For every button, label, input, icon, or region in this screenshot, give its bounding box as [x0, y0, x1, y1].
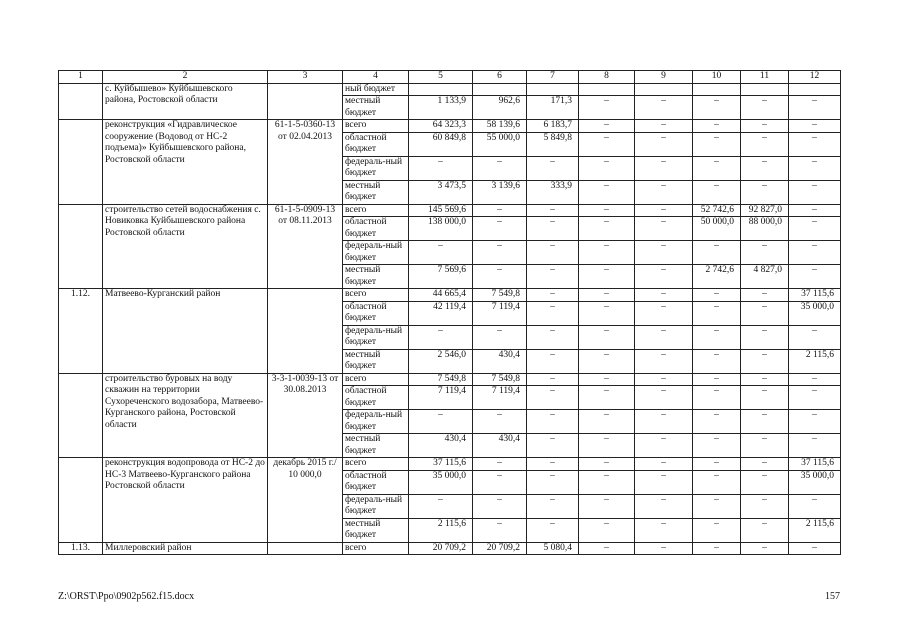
amount-cell: – — [527, 434, 579, 458]
project-code: 3-3-1-0039-13 от 30.08.2013 — [268, 373, 343, 458]
amount-cell: – — [579, 434, 635, 458]
funding-source: местный бюджет — [343, 180, 409, 204]
amount-cell: – — [527, 518, 579, 542]
amount-cell: – — [635, 132, 693, 156]
amount-cell: – — [635, 458, 693, 471]
object-name: Миллеровский район — [103, 542, 268, 555]
amount-cell: 3 139,6 — [473, 180, 527, 204]
amount-cell: 37 115,6 — [409, 458, 473, 471]
amount-cell: – — [789, 180, 841, 204]
amount-cell: – — [693, 458, 741, 471]
amount-cell: – — [635, 325, 693, 349]
amount-cell: – — [741, 241, 789, 265]
object-name: реконструкция «Гидравлическое сооружение (Водовод от НС-2 подъема)» Куйбышевского района, Ростовской области — [103, 120, 268, 205]
amount-cell: – — [473, 241, 527, 265]
funding-source: местный бюджет — [343, 518, 409, 542]
amount-cell: 7 119,4 — [409, 386, 473, 410]
amount-cell: 3 473,5 — [409, 180, 473, 204]
amount-cell: – — [693, 410, 741, 434]
row-number — [59, 458, 103, 543]
amount-cell: – — [693, 325, 741, 349]
amount-cell: – — [741, 470, 789, 494]
amount-cell: – — [579, 410, 635, 434]
amount-cell: – — [693, 289, 741, 302]
amount-cell: 7 549,8 — [473, 373, 527, 386]
amount-cell: – — [409, 494, 473, 518]
amount-cell: – — [579, 289, 635, 302]
funding-source: федераль-ный бюджет — [343, 241, 409, 265]
amount-cell: 88 000,0 — [741, 217, 789, 241]
amount-cell: – — [741, 542, 789, 555]
project-code: 61-1-5-0360-13 от 02.04.2013 — [268, 120, 343, 205]
row-number — [59, 204, 103, 289]
amount-cell: – — [693, 518, 741, 542]
amount-cell: – — [789, 265, 841, 289]
amount-cell: – — [473, 518, 527, 542]
amount-cell: – — [741, 180, 789, 204]
amount-cell — [741, 83, 789, 96]
amount-cell: – — [693, 96, 741, 120]
amount-cell: 2 742,6 — [693, 265, 741, 289]
amount-cell: – — [693, 241, 741, 265]
amount-cell: – — [579, 458, 635, 471]
funding-source: местный бюджет — [343, 434, 409, 458]
amount-cell: – — [579, 156, 635, 180]
amount-cell: – — [693, 542, 741, 555]
amount-cell: – — [741, 325, 789, 349]
row-number: 1.12. — [59, 289, 103, 374]
amount-cell: – — [693, 132, 741, 156]
funding-source: всего — [343, 373, 409, 386]
amount-cell: – — [635, 386, 693, 410]
amount-cell: 171,3 — [527, 96, 579, 120]
amount-cell: – — [635, 410, 693, 434]
amount-cell: – — [527, 217, 579, 241]
funding-source: федераль-ный бюджет — [343, 494, 409, 518]
budget-table — [58, 70, 841, 555]
amount-cell: – — [527, 325, 579, 349]
amount-cell: – — [473, 156, 527, 180]
project-code: 61-1-5-0909-13 от 08.11.2013 — [268, 204, 343, 289]
amount-cell: – — [579, 349, 635, 373]
row-number — [59, 83, 103, 120]
table-row — [59, 83, 841, 96]
amount-cell: – — [789, 241, 841, 265]
amount-cell: – — [527, 494, 579, 518]
amount-cell: – — [693, 434, 741, 458]
table-row — [59, 542, 841, 555]
amount-cell: – — [693, 386, 741, 410]
amount-cell — [409, 83, 473, 96]
amount-cell: – — [693, 156, 741, 180]
amount-cell: 37 115,6 — [789, 289, 841, 302]
amount-cell: 7 549,8 — [409, 373, 473, 386]
amount-cell: 7 119,4 — [473, 301, 527, 325]
amount-cell: – — [527, 265, 579, 289]
amount-cell: – — [635, 204, 693, 217]
amount-cell: – — [579, 180, 635, 204]
column-header: 1 — [59, 71, 103, 84]
amount-cell: – — [789, 434, 841, 458]
amount-cell: – — [635, 434, 693, 458]
amount-cell: – — [789, 373, 841, 386]
amount-cell: – — [527, 410, 579, 434]
amount-cell: 4 827,0 — [741, 265, 789, 289]
funding-source: областной бюджет — [343, 301, 409, 325]
amount-cell: – — [741, 434, 789, 458]
amount-cell: – — [527, 156, 579, 180]
amount-cell: – — [409, 156, 473, 180]
header-row — [59, 71, 841, 84]
row-number: 1.13. — [59, 542, 103, 555]
amount-cell: – — [741, 156, 789, 180]
amount-cell: 2 115,6 — [789, 518, 841, 542]
amount-cell — [579, 83, 635, 96]
funding-source: федераль-ный бюджет — [343, 325, 409, 349]
amount-cell: 430,4 — [473, 349, 527, 373]
amount-cell: – — [635, 120, 693, 133]
amount-cell: – — [527, 470, 579, 494]
amount-cell: – — [579, 470, 635, 494]
amount-cell: – — [693, 494, 741, 518]
amount-cell: 430,4 — [409, 434, 473, 458]
amount-cell: – — [579, 120, 635, 133]
amount-cell: – — [409, 241, 473, 265]
amount-cell: – — [635, 470, 693, 494]
funding-source: областной бюджет — [343, 132, 409, 156]
amount-cell: 5 080,4 — [527, 542, 579, 555]
amount-cell: 1 133,9 — [409, 96, 473, 120]
amount-cell: 58 139,6 — [473, 120, 527, 133]
amount-cell: – — [473, 265, 527, 289]
amount-cell: 138 000,0 — [409, 217, 473, 241]
amount-cell: – — [635, 289, 693, 302]
amount-cell: 35 000,0 — [409, 470, 473, 494]
amount-cell: – — [527, 458, 579, 471]
amount-cell: 2 115,6 — [409, 518, 473, 542]
amount-cell: – — [635, 180, 693, 204]
amount-cell: – — [579, 96, 635, 120]
column-header: 12 — [789, 71, 841, 84]
column-header: 7 — [527, 71, 579, 84]
amount-cell: 333,9 — [527, 180, 579, 204]
funding-source: областной бюджет — [343, 217, 409, 241]
amount-cell — [527, 83, 579, 96]
amount-cell: – — [693, 373, 741, 386]
amount-cell: – — [527, 349, 579, 373]
funding-source: всего — [343, 542, 409, 555]
amount-cell: – — [527, 204, 579, 217]
amount-cell: – — [473, 410, 527, 434]
amount-cell: – — [693, 470, 741, 494]
amount-cell: – — [579, 542, 635, 555]
table-row — [59, 373, 841, 386]
amount-cell: – — [789, 410, 841, 434]
column-header: 5 — [409, 71, 473, 84]
amount-cell: – — [579, 241, 635, 265]
amount-cell: – — [741, 386, 789, 410]
amount-cell: 5 849,8 — [527, 132, 579, 156]
funding-source: ный бюджет — [343, 83, 409, 96]
amount-cell: – — [579, 265, 635, 289]
funding-source: федераль-ный бюджет — [343, 156, 409, 180]
amount-cell: – — [409, 410, 473, 434]
funding-source: местный бюджет — [343, 265, 409, 289]
table-row — [59, 120, 841, 133]
funding-source: местный бюджет — [343, 96, 409, 120]
column-header: 2 — [103, 71, 268, 84]
amount-cell: 6 183,7 — [527, 120, 579, 133]
amount-cell: – — [741, 518, 789, 542]
amount-cell: – — [579, 386, 635, 410]
amount-cell — [789, 83, 841, 96]
amount-cell: – — [741, 132, 789, 156]
amount-cell: – — [473, 204, 527, 217]
amount-cell: – — [693, 301, 741, 325]
amount-cell: – — [635, 494, 693, 518]
funding-source: всего — [343, 458, 409, 471]
object-name: строительство буровых на воду скважин на территории Сухореченского водозабора, Матвеево-Курганского района, Ростовской области — [103, 373, 268, 458]
amount-cell: – — [635, 241, 693, 265]
object-name: строительство сетей водоснабжения с. Новиковка Куйбышевского района Ростовской области — [103, 204, 268, 289]
amount-cell: – — [473, 470, 527, 494]
funding-source: областной бюджет — [343, 386, 409, 410]
amount-cell: 42 119,4 — [409, 301, 473, 325]
amount-cell: – — [635, 156, 693, 180]
amount-cell: – — [635, 301, 693, 325]
amount-cell: – — [693, 120, 741, 133]
amount-cell: 2 115,6 — [789, 349, 841, 373]
amount-cell: – — [473, 494, 527, 518]
amount-cell: – — [579, 132, 635, 156]
amount-cell: – — [741, 410, 789, 434]
amount-cell: 35 000,0 — [789, 301, 841, 325]
amount-cell: – — [635, 518, 693, 542]
funding-source: всего — [343, 289, 409, 302]
amount-cell: – — [579, 325, 635, 349]
amount-cell: – — [741, 301, 789, 325]
amount-cell: – — [527, 301, 579, 325]
column-header: 11 — [741, 71, 789, 84]
amount-cell: 20 709,2 — [409, 542, 473, 555]
amount-cell: – — [741, 494, 789, 518]
amount-cell: – — [527, 373, 579, 386]
amount-cell: – — [741, 349, 789, 373]
amount-cell: – — [693, 180, 741, 204]
funding-source: всего — [343, 120, 409, 133]
amount-cell: – — [527, 289, 579, 302]
amount-cell: 35 000,0 — [789, 470, 841, 494]
amount-cell: 64 323,3 — [409, 120, 473, 133]
amount-cell: – — [693, 349, 741, 373]
amount-cell: 44 665,4 — [409, 289, 473, 302]
amount-cell: – — [473, 217, 527, 241]
project-code — [268, 542, 343, 555]
amount-cell: – — [635, 96, 693, 120]
amount-cell: – — [579, 494, 635, 518]
amount-cell: – — [789, 325, 841, 349]
object-name: с. Куйбышево» Куйбышевского района, Ростовской области — [103, 83, 268, 120]
amount-cell: – — [789, 217, 841, 241]
amount-cell: 962,6 — [473, 96, 527, 120]
column-header: 10 — [693, 71, 741, 84]
funding-source: местный бюджет — [343, 349, 409, 373]
amount-cell: – — [635, 217, 693, 241]
object-name: Матвеево-Курганский район — [103, 289, 268, 374]
funding-source: всего — [343, 204, 409, 217]
amount-cell: 145 569,6 — [409, 204, 473, 217]
project-code — [268, 289, 343, 374]
amount-cell: 2 546,0 — [409, 349, 473, 373]
amount-cell: – — [579, 518, 635, 542]
amount-cell: – — [789, 120, 841, 133]
column-header: 4 — [343, 71, 409, 84]
amount-cell — [693, 83, 741, 96]
object-name: реконструкция водопровода от НС-2 до НС-3 Матвеево-Курганского района Ростовской области — [103, 458, 268, 543]
amount-cell: – — [789, 156, 841, 180]
table-row — [59, 458, 841, 471]
row-number — [59, 373, 103, 458]
column-header: 3 — [268, 71, 343, 84]
amount-cell: 37 115,6 — [789, 458, 841, 471]
amount-cell: 50 000,0 — [693, 217, 741, 241]
amount-cell: – — [409, 325, 473, 349]
amount-cell: – — [741, 96, 789, 120]
amount-cell: – — [473, 458, 527, 471]
funding-source: областной бюджет — [343, 470, 409, 494]
amount-cell: 7 549,8 — [473, 289, 527, 302]
amount-cell: – — [635, 373, 693, 386]
amount-cell: – — [789, 204, 841, 217]
amount-cell: – — [527, 386, 579, 410]
amount-cell: – — [789, 542, 841, 555]
amount-cell: – — [635, 349, 693, 373]
amount-cell: 60 849,8 — [409, 132, 473, 156]
column-header: 8 — [579, 71, 635, 84]
amount-cell: 430,4 — [473, 434, 527, 458]
amount-cell: – — [789, 494, 841, 518]
project-code — [268, 83, 343, 120]
amount-cell — [635, 83, 693, 96]
project-code: декабрь 2015 г./ 10 000,0 — [268, 458, 343, 543]
amount-cell: – — [473, 325, 527, 349]
amount-cell: 20 709,2 — [473, 542, 527, 555]
amount-cell: – — [579, 204, 635, 217]
amount-cell: – — [635, 265, 693, 289]
amount-cell: – — [741, 120, 789, 133]
amount-cell: 52 742,6 — [693, 204, 741, 217]
row-number — [59, 120, 103, 205]
amount-cell: – — [579, 373, 635, 386]
amount-cell: – — [741, 458, 789, 471]
amount-cell: 55 000,0 — [473, 132, 527, 156]
amount-cell: – — [741, 373, 789, 386]
amount-cell: – — [789, 132, 841, 156]
amount-cell: – — [527, 241, 579, 265]
amount-cell: – — [741, 289, 789, 302]
page-number: 157 — [825, 591, 840, 602]
table-row — [59, 289, 841, 302]
amount-cell — [473, 83, 527, 96]
amount-cell: – — [635, 542, 693, 555]
amount-cell: 7 569,6 — [409, 265, 473, 289]
file-path: Z:\ORST\Ppo\0902p562.f15.docx — [58, 591, 195, 602]
column-header: 6 — [473, 71, 527, 84]
amount-cell: – — [579, 301, 635, 325]
amount-cell: – — [789, 96, 841, 120]
amount-cell: – — [579, 217, 635, 241]
column-header: 9 — [635, 71, 693, 84]
funding-source: федераль-ный бюджет — [343, 410, 409, 434]
amount-cell: 7 119,4 — [473, 386, 527, 410]
table-row — [59, 204, 841, 217]
amount-cell: 92 827,0 — [741, 204, 789, 217]
amount-cell: – — [789, 386, 841, 410]
